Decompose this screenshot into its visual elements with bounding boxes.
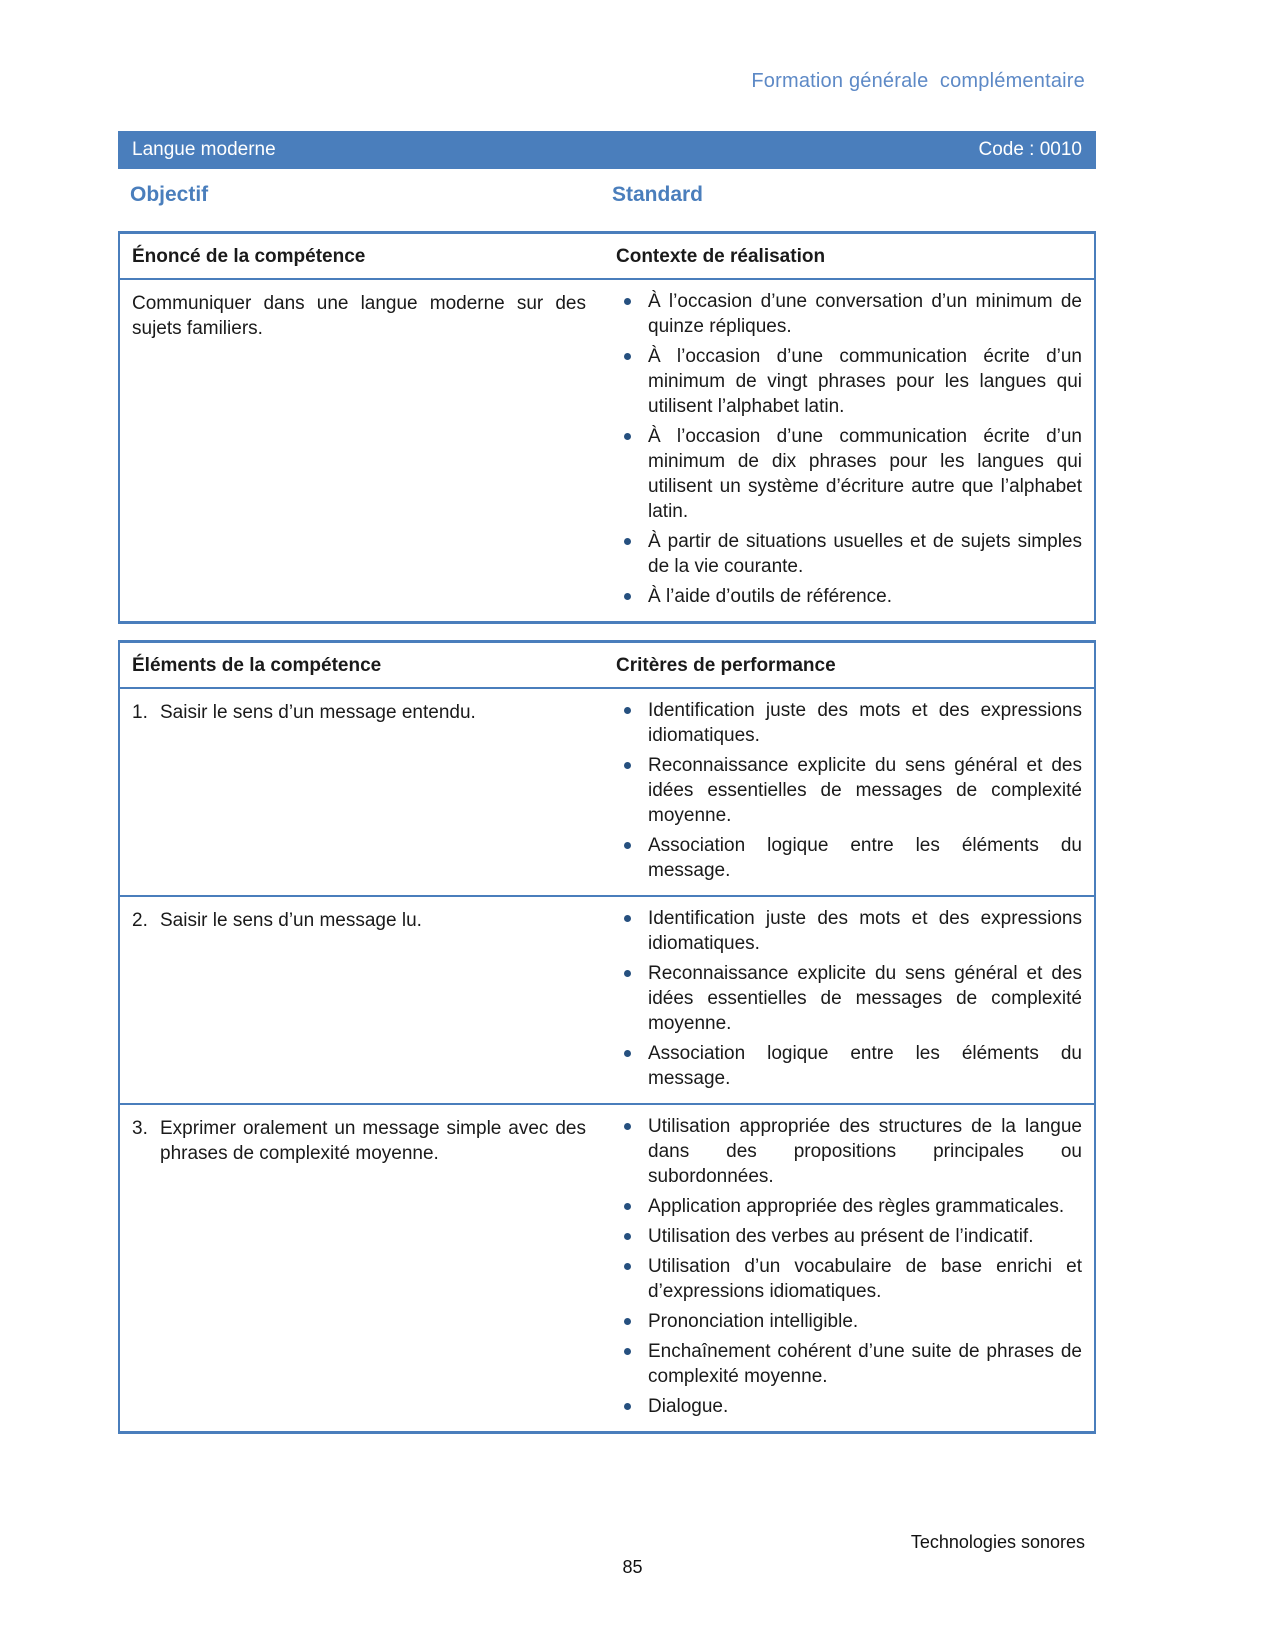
list-item: [624, 529, 1082, 579]
list-item: [624, 289, 1082, 339]
bullet-text: À l’occasion d’une communication écrite d’un minimum de vingt phrases pour les langues qui utilisent l’alphabet latin.: [648, 346, 1082, 417]
bullet-text: Dialogue.: [648, 1396, 729, 1417]
element-cell: [120, 1105, 602, 1431]
table-row: [120, 689, 1094, 895]
banner-course-code: Code : 0010: [978, 139, 1082, 160]
bullet-text: Utilisation d’un vocabulaire de base enrichi et d’expressions idiomatiques.: [648, 1256, 1082, 1302]
bullet-icon: [624, 538, 631, 545]
bullet-icon: [624, 298, 631, 305]
bullet-icon: [624, 433, 631, 440]
list-item: [624, 906, 1082, 956]
list-item: [624, 344, 1082, 419]
bullet-text: À l’occasion d’une communication écrite d’un minimum de dix phrases pour les langues qui utilisent un système d’écriture autre que l’alphabet latin.: [648, 426, 1082, 522]
list-item: [624, 961, 1082, 1036]
bullet-icon: [624, 842, 631, 849]
heading-objectif: Objectif: [130, 183, 209, 206]
table-row: [120, 895, 1094, 1103]
element-cell: [120, 897, 602, 1103]
list-item: [624, 1114, 1082, 1189]
bullet-icon: [624, 1123, 631, 1130]
list-item: [624, 1224, 1082, 1249]
bullet-icon: [624, 1348, 631, 1355]
competence-statement: Communiquer dans une langue moderne sur des sujets familiers.: [132, 293, 586, 339]
contexte-bullet-list: [602, 280, 1094, 621]
table2-header-right: Critères de performance: [616, 655, 836, 676]
bullet-text: À l’occasion d’une conversation d’un minimum de quinze répliques.: [648, 291, 1082, 337]
table1-header-right: Contexte de réalisation: [616, 246, 826, 267]
table2-header-left: Éléments de la compétence: [132, 655, 382, 676]
bullet-icon: [624, 1203, 631, 1210]
bullet-icon: [624, 1050, 631, 1057]
list-item: [624, 698, 1082, 748]
section-headings: [118, 183, 1096, 207]
list-item: [624, 833, 1082, 883]
bullet-text: Identification juste des mots et des expressions idiomatiques.: [648, 908, 1082, 954]
bullet-text: Prononciation intelligible.: [648, 1311, 859, 1332]
bullet-icon: [624, 915, 631, 922]
element-number: 3.: [132, 1118, 148, 1139]
list-item: [624, 1309, 1082, 1334]
list-item: [624, 1254, 1082, 1304]
table-elements-criteres: [118, 640, 1096, 1434]
bullet-text: Association logique entre les éléments du message.: [648, 1043, 1082, 1089]
bullet-text: Utilisation des verbes au présent de l’indicatif.: [648, 1226, 1034, 1247]
element-label: Exprimer oralement un message simple avec des phrases de complexité moyenne.: [160, 1118, 586, 1164]
bullet-text: Reconnaissance explicite du sens général et des idées essentielles de messages de complexité moyenne.: [648, 963, 1082, 1034]
list-item: [624, 1339, 1082, 1389]
bullet-text: Reconnaissance explicite du sens général et des idées essentielles de messages de complexité moyenne.: [648, 755, 1082, 826]
table2-header-row: [120, 643, 1094, 689]
table-row: [120, 1103, 1094, 1431]
list-item: [624, 753, 1082, 828]
list-item: [624, 1394, 1082, 1419]
element-number: 1.: [132, 702, 148, 723]
criteres-bullet-list: [602, 689, 1094, 895]
bullet-text: Identification juste des mots et des expressions idiomatiques.: [648, 700, 1082, 746]
page-number: 85: [622, 1557, 643, 1577]
criteres-bullet-list: [602, 897, 1094, 1103]
table1-header-row: [120, 234, 1094, 280]
table1-header-left: Énoncé de la compétence: [132, 246, 366, 267]
title-banner: [118, 131, 1096, 169]
element-number: 2.: [132, 910, 148, 931]
list-item: [624, 1041, 1082, 1091]
content-column: [118, 231, 1096, 1450]
bullet-text: Application appropriée des règles grammaticales.: [648, 1196, 1065, 1217]
banner-course-title: Langue moderne: [132, 139, 276, 160]
bullet-text: Utilisation appropriée des structures de la langue dans des propositions principales ou subordonnées.: [648, 1116, 1082, 1187]
table-enonce-contexte: [118, 231, 1096, 624]
heading-standard: Standard: [612, 183, 704, 206]
bullet-icon: [624, 970, 631, 977]
bullet-icon: [624, 1263, 631, 1270]
element-label: Saisir le sens d’un message lu.: [160, 910, 422, 931]
footer-program-name: Technologies sonores: [910, 1532, 1085, 1552]
list-item: [624, 424, 1082, 524]
bullet-icon: [624, 353, 631, 360]
chapter-header: Formation générale complémentaire: [751, 70, 1085, 92]
bullet-icon: [624, 707, 631, 714]
bullet-icon: [624, 762, 631, 769]
bullet-text: À partir de situations usuelles et de sujets simples de la vie courante.: [648, 531, 1082, 577]
table1-body-row: [120, 280, 1094, 621]
element-label: Saisir le sens d’un message entendu.: [160, 702, 476, 723]
list-item: [624, 584, 1082, 609]
element-cell: [120, 689, 602, 895]
criteres-bullet-list: [602, 1105, 1094, 1431]
bullet-text: Enchaînement cohérent d’une suite de phrases de complexité moyenne.: [648, 1341, 1082, 1387]
bullet-icon: [624, 593, 631, 600]
element-statement: [132, 908, 586, 933]
element-statement: [132, 700, 586, 725]
bullet-icon: [624, 1403, 631, 1410]
element-statement: [132, 1116, 586, 1166]
bullet-text: À l’aide d’outils de référence.: [648, 586, 892, 607]
bullet-text: Association logique entre les éléments du message.: [648, 835, 1082, 881]
bullet-icon: [624, 1318, 631, 1325]
list-item: [624, 1194, 1082, 1219]
bullet-icon: [624, 1233, 631, 1240]
